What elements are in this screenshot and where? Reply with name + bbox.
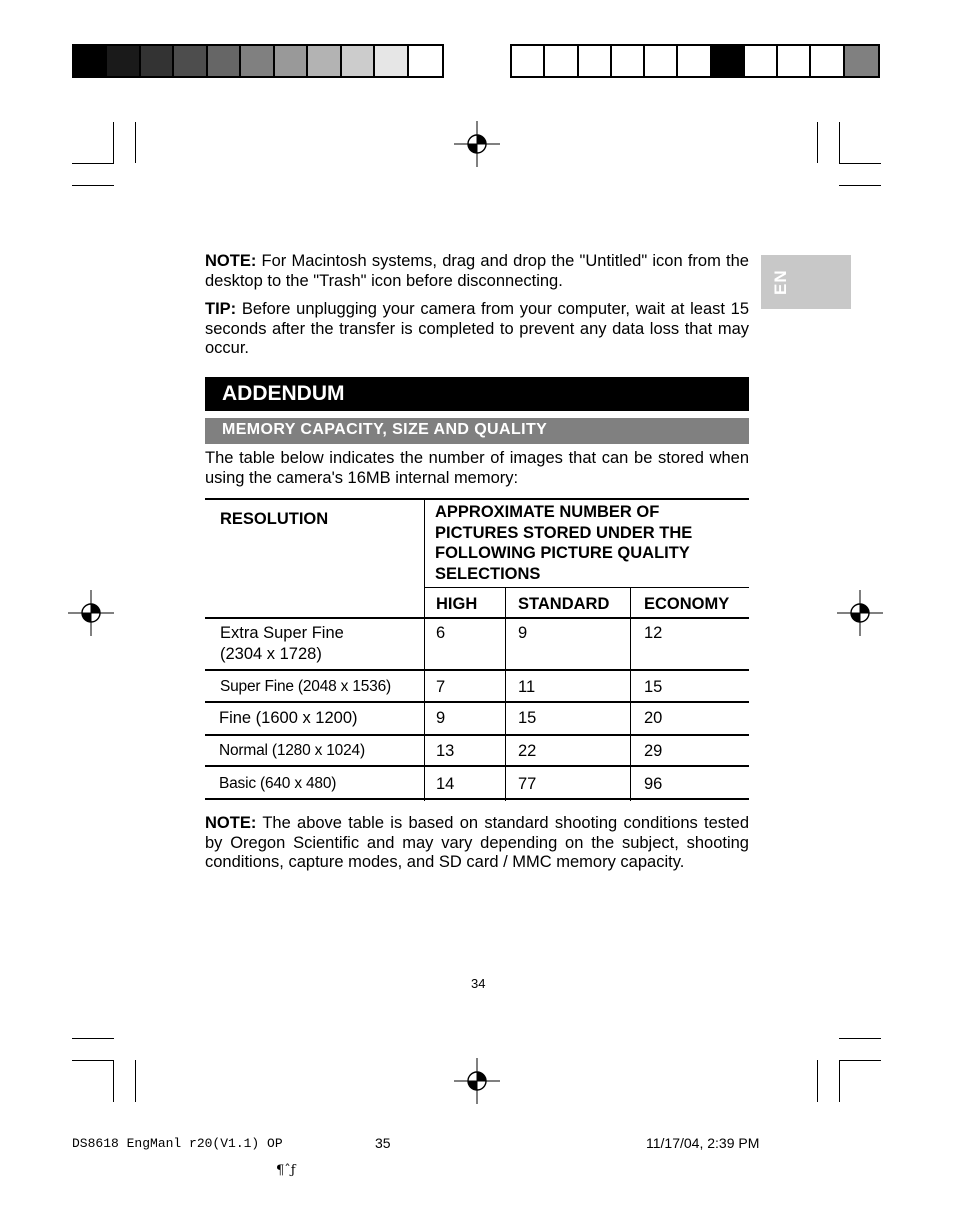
table-row-resolution: Super Fine (2048 x 1536) — [220, 678, 391, 695]
color-swatch — [712, 46, 745, 76]
color-swatch — [141, 46, 174, 76]
table-row-resolution: Fine (1600 x 1200) — [219, 709, 358, 727]
print-sheet-number: 35 — [375, 1135, 391, 1151]
color-swatch — [545, 46, 578, 76]
cell-standard: 15 — [518, 709, 537, 727]
resolution-name: Extra Super Fine — [220, 624, 344, 642]
color-swatch — [375, 46, 408, 76]
cell-economy: 96 — [644, 775, 663, 793]
cell-standard: 22 — [518, 742, 537, 760]
tip-unplugging — [205, 300, 749, 359]
language-tab — [761, 255, 851, 309]
color-swatch — [308, 46, 341, 76]
print-file-name: DS8618 EngManl r20(V1.1) OP — [72, 1136, 283, 1151]
registration-mark-right-icon — [837, 590, 883, 636]
registration-mark-bottom-icon — [454, 1058, 500, 1104]
page-number: 34 — [471, 976, 486, 991]
color-swatch — [678, 46, 711, 76]
print-timestamp: 11/17/04, 2:39 PM — [646, 1135, 760, 1151]
cell-economy: 12 — [644, 624, 663, 642]
memory-capacity-table — [205, 498, 749, 801]
column-header-economy: ECONOMY — [644, 595, 730, 613]
table-row-resolution: Basic (640 x 480) — [219, 775, 337, 792]
note-text: For Macintosh systems, drag and drop the "Untitled" icon from the desktop to the "Trash" icon before disconnecting. — [205, 252, 749, 290]
color-swatch — [745, 46, 778, 76]
color-swatch — [778, 46, 811, 76]
table-intro: The table below indicates the number of images that can be stored when using the camera's 16MB internal memory: — [205, 449, 749, 487]
table-row-resolution — [220, 623, 344, 664]
color-swatch — [612, 46, 645, 76]
registration-mark-left-icon — [68, 590, 114, 636]
color-swatch — [579, 46, 612, 76]
color-swatch — [275, 46, 308, 76]
subsection-title: MEMORY CAPACITY, SIZE AND QUALITY — [205, 418, 749, 444]
resolution-header: RESOLUTION — [220, 510, 329, 528]
cell-economy: 20 — [644, 709, 663, 727]
resolution-size: (2304 x 1728) — [220, 644, 322, 663]
cell-high: 7 — [436, 678, 446, 696]
color-swatch — [845, 46, 878, 76]
cell-high: 14 — [436, 775, 455, 793]
column-header-high: HIGH — [436, 595, 478, 613]
registration-mark-top-icon — [454, 121, 500, 167]
column-header-standard: STANDARD — [518, 595, 610, 613]
note-table-conditions — [205, 814, 749, 873]
language-tab-label: EN — [771, 269, 790, 295]
cell-standard: 9 — [518, 624, 528, 642]
cell-high: 9 — [436, 709, 446, 727]
cell-high: 13 — [436, 742, 455, 760]
cell-economy: 15 — [644, 678, 663, 696]
section-title: ADDENDUM — [205, 377, 749, 411]
color-swatch — [241, 46, 274, 76]
color-swatch — [342, 46, 375, 76]
color-swatch — [208, 46, 241, 76]
tip-label: TIP: — [205, 300, 237, 318]
table-row-resolution: Normal (1280 x 1024) — [219, 742, 365, 759]
color-swatch — [174, 46, 207, 76]
cell-economy: 29 — [644, 742, 663, 760]
color-swatch — [107, 46, 140, 76]
print-glyphs: ¶ˆƒ — [276, 1163, 296, 1178]
note-label: NOTE: — [205, 252, 257, 270]
quality-group-header: APPROXIMATE NUMBER OF PICTURES STORED UNDER THE FOLLOWING PICTURE QUALITY SELECTIONS — [435, 503, 693, 583]
color-swatch — [74, 46, 107, 76]
registration-calibration-bar — [510, 44, 880, 78]
color-swatch — [811, 46, 844, 76]
color-swatch — [512, 46, 545, 76]
note-label: NOTE: — [205, 814, 257, 832]
cell-standard: 77 — [518, 775, 537, 793]
tip-text: Before unplugging your camera from your computer, wait at least 15 seconds after the transfer is completed to prevent any data loss that may occur. — [205, 300, 749, 357]
color-swatch — [645, 46, 678, 76]
note-text: The above table is based on standard shooting conditions tested by Oregon Scientific and may vary depending on the subject, shooting conditions, capture modes, and SD card / MMC memory capacity. — [205, 814, 749, 871]
color-swatch — [409, 46, 442, 76]
grayscale-calibration-bar — [72, 44, 444, 78]
note-macintosh — [205, 252, 749, 291]
cell-standard: 11 — [518, 678, 536, 696]
cell-high: 6 — [436, 624, 446, 642]
